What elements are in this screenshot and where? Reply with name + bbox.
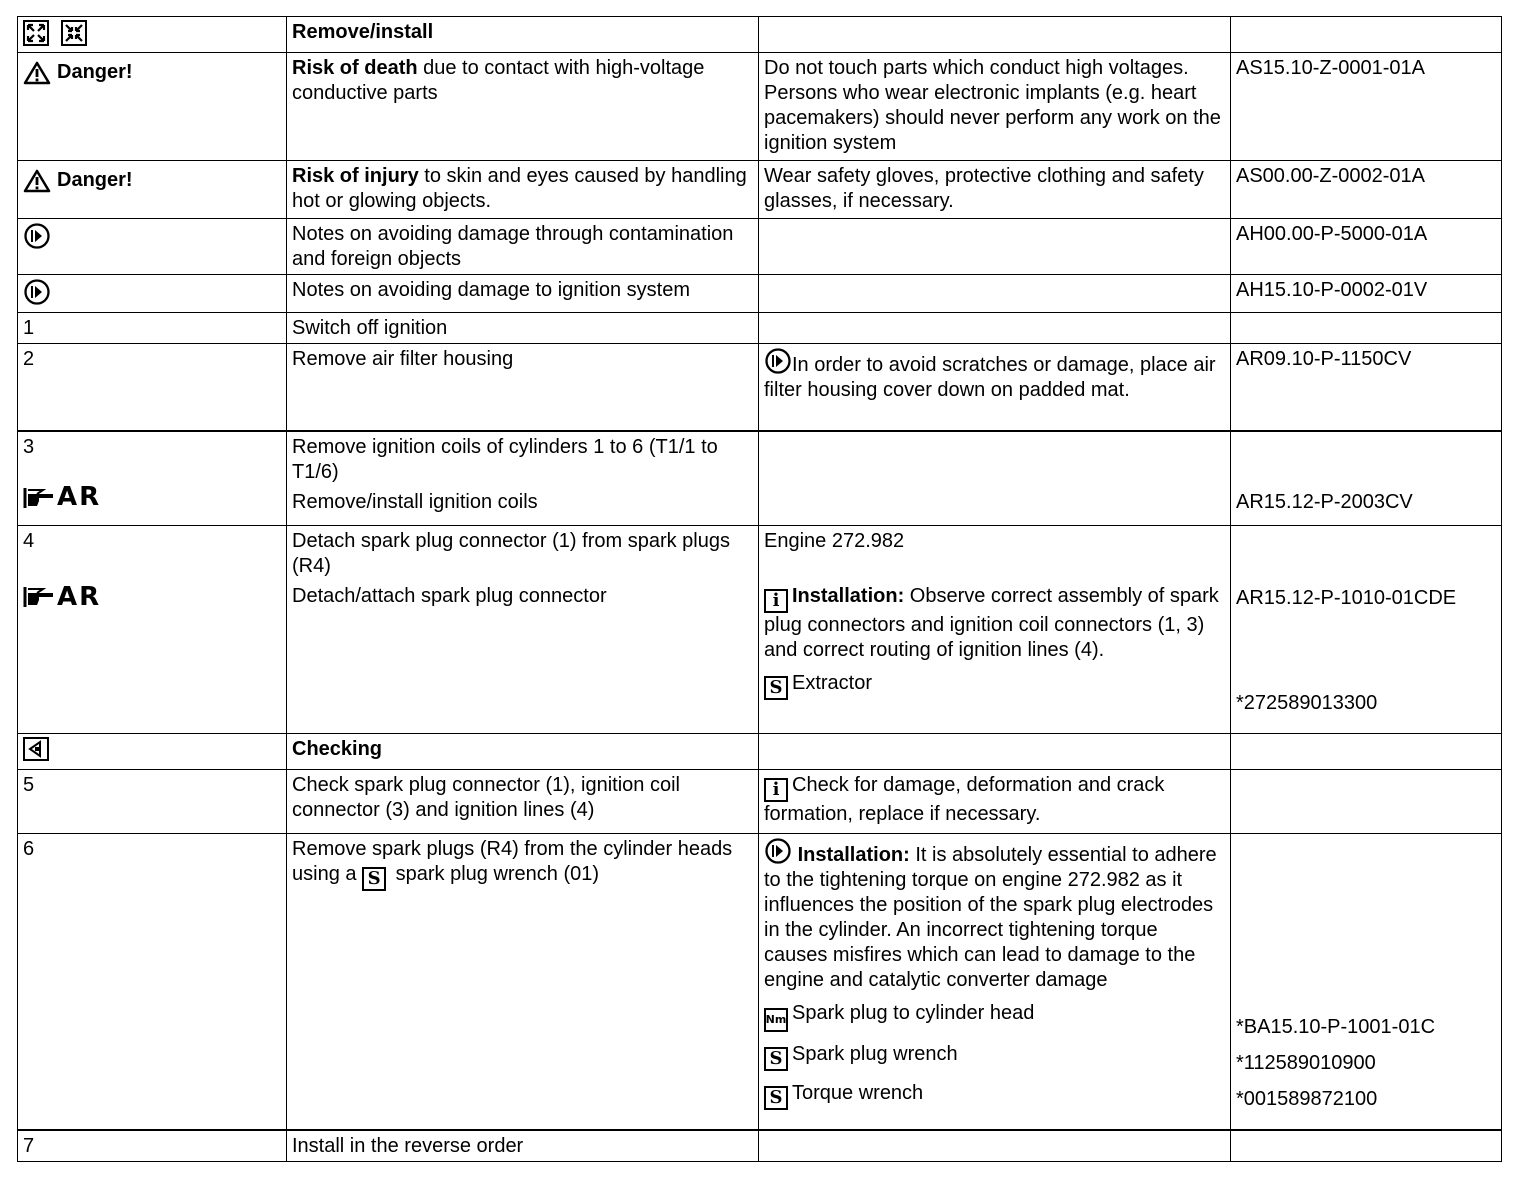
reference-link[interactable]: AH15.10-P-0002-01V	[1231, 275, 1502, 313]
step-number: 5	[18, 770, 287, 834]
measure-text: Do not touch parts which conduct high voltages. Persons who wear electronic implants (e.g. heart pacemakers) should never perform any work on the ignition system	[759, 53, 1231, 161]
table-row: Danger! Risk of injury to skin and eyes caused by handling hot or glowing objects. Wear safety gloves, protective clothing and safety glasses, if necessary. AS00.00-Z-0002-01A	[18, 161, 1502, 219]
step-number: 4	[23, 530, 35, 552]
checking-icon	[23, 737, 49, 761]
table-row	[18, 17, 1502, 53]
ar-reference: AR	[23, 584, 101, 610]
section-title: Remove/install	[287, 17, 759, 53]
warning-triangle-icon	[23, 61, 51, 85]
table-row: 5 Check spark plug connector (1), ignition coil connector (3) and ignition lines (4) i Check for damage, deformation and crack formation, replace if necessary.	[18, 770, 1502, 834]
remove-icon	[23, 20, 49, 46]
table-row: 2 Remove air filter housing In order to avoid scratches or damage, place air filter housing cover down on padded mat. AR09.10-P-1150CV	[18, 344, 1502, 431]
measure-text: Wear safety gloves, protective clothing and safety glasses, if necessary.	[759, 161, 1231, 219]
table-row	[18, 431, 1502, 526]
step-number: 2	[18, 344, 287, 431]
special-tool-icon: S	[764, 676, 788, 700]
step-text: Remove air filter housing	[287, 344, 759, 431]
reference-link[interactable]: AR15.12-P-1010-01CDE	[1236, 587, 1457, 609]
step-text: Remove ignition coils of cylinders 1 to 6 (T1/1 to T1/6)	[292, 435, 718, 483]
step-text: Switch off ignition	[287, 313, 759, 344]
step-number: 6	[18, 834, 287, 1130]
reference-link[interactable]: *BA15.10-P-1001-01C	[1236, 1016, 1436, 1038]
reference-link[interactable]: AS15.10-Z-0001-01A	[1231, 53, 1502, 161]
step-number: 7	[18, 1130, 287, 1162]
ar-text: Detach/attach spark plug connector	[292, 585, 607, 607]
danger-label: Danger!	[23, 60, 133, 85]
damage-note-icon	[764, 347, 792, 375]
step-text: Install in the reverse order	[287, 1130, 759, 1162]
pointing-hand-icon	[23, 485, 57, 511]
danger-label: Danger!	[23, 168, 133, 193]
torque-icon: Nm	[764, 1008, 788, 1032]
damage-note-icon	[764, 837, 792, 865]
damage-note-icon	[23, 278, 51, 306]
tool-number[interactable]: *272589013300	[1236, 692, 1378, 714]
special-tool-icon: S	[764, 1086, 788, 1110]
warning-triangle-icon	[23, 169, 51, 193]
tool-number[interactable]: *001589872100	[1236, 1088, 1378, 1110]
reference-link[interactable]: AR15.12-P-2003CV	[1236, 490, 1413, 513]
tool-number[interactable]: *112589010900	[1236, 1052, 1376, 1074]
pointing-hand-icon	[23, 584, 57, 610]
table-row	[18, 313, 1502, 344]
table-row	[18, 734, 1502, 770]
table-row: 4 AR Detach spark plug connector (1) from spark plugs (R4) Detach/attach spark plug connector Engine 272.982 i Installation: Observe correct assembly of spark plug connectors and ignition coil connectors (1, 3) and correct routing of ignition lines (4). S Extractor AR15.12-P-1010-01CDE *272589013300	[18, 526, 1502, 734]
ar-text: Remove/install ignition coils	[292, 490, 538, 513]
step-text: Check spark plug connector (1), ignition coil connector (3) and ignition lines (4)	[287, 770, 759, 834]
table-row: Notes on avoiding damage through contamination and foreign objects AH00.00-P-5000-01A	[18, 219, 1502, 275]
reference-link[interactable]: AS00.00-Z-0002-01A	[1231, 161, 1502, 219]
tool-label: Extractor	[792, 672, 873, 694]
engine-label: Engine 272.982	[764, 530, 905, 552]
header-icons-cell	[18, 17, 287, 53]
procedure-table	[17, 16, 1502, 1162]
info-icon: i	[764, 589, 788, 613]
table-row: 6 Remove spark plugs (R4) from the cylinder heads using a S spark plug wrench (01) Installation: It is absolutely essential to adhere to the tightening torque on engine 272.982 as it influences the position of the spark plug electrodes in the cylinder. An incorrect tightening torque causes misfires which can lead to damage to the engine and catalytic converter damage Nm Spark plug to cylinder head S Spark plug wrench S Torque wrench *BA15.10-P-1001-01C *112589010900 *001589872100	[18, 834, 1502, 1130]
table-row	[18, 1130, 1502, 1162]
checking-title: Checking	[287, 734, 759, 770]
reference-link[interactable]: AR09.10-P-1150CV	[1231, 344, 1502, 431]
step-number: 3	[23, 435, 35, 458]
special-tool-icon: S	[764, 1047, 788, 1071]
info-icon: i	[764, 778, 788, 802]
reference-link[interactable]: AH00.00-P-5000-01A	[1231, 219, 1502, 275]
step-number: 1	[18, 313, 287, 344]
step-text: Remove spark plugs (R4) from the cylinder heads using a	[292, 838, 733, 885]
damage-note-icon	[23, 222, 51, 250]
table-row: Danger! Risk of death due to contact with high-voltage conductive parts Do not touch parts which conduct high voltages. Persons who wear electronic implants (e.g. heart pacemakers) should never perform any work on the ignition system AS15.10-Z-0001-01A	[18, 53, 1502, 161]
table-row: Notes on avoiding damage to ignition system AH15.10-P-0002-01V	[18, 275, 1502, 313]
install-icon	[61, 20, 87, 46]
step-text: Detach spark plug connector (1) from spark plugs (R4)	[292, 530, 730, 577]
special-tool-icon: S	[362, 867, 386, 891]
ar-reference: AR	[23, 485, 101, 511]
